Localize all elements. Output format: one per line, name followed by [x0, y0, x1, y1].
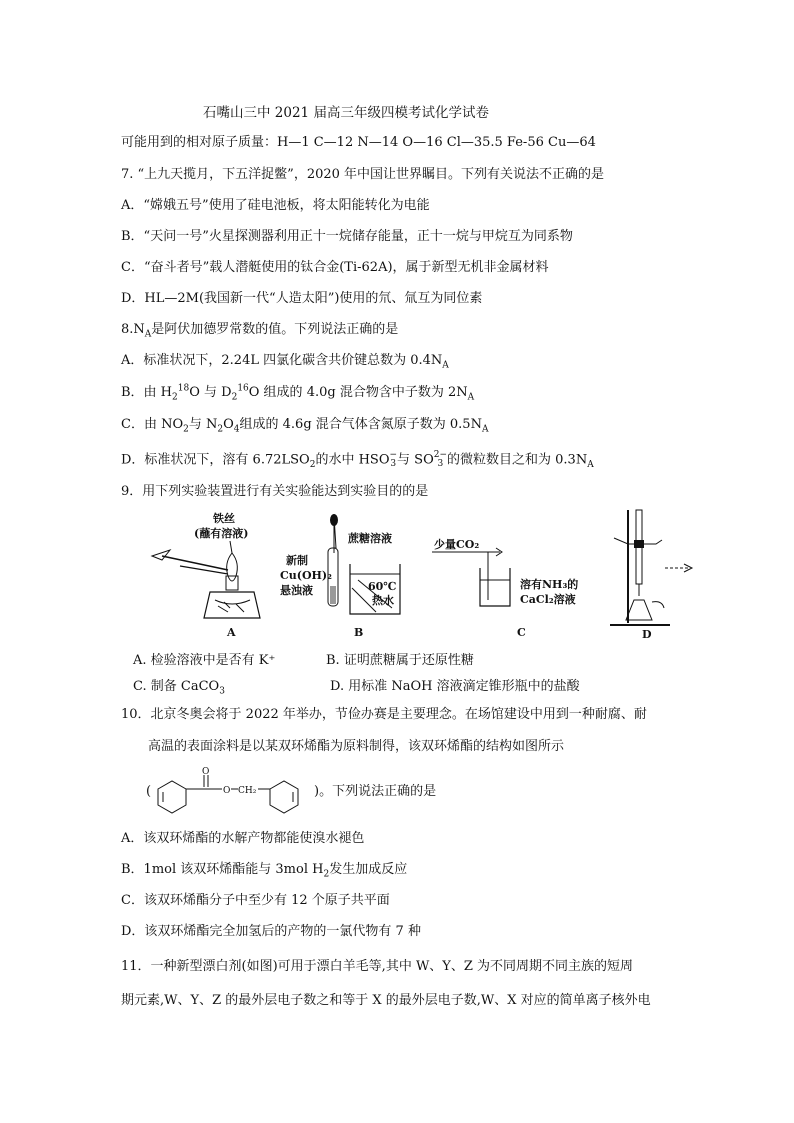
q8-c-text-2: 与 N: [188, 417, 218, 432]
fig-d-clamp-body: [634, 540, 644, 548]
fig-b-dropper-bulb: [330, 514, 338, 526]
q8-option-b: [121, 384, 474, 402]
q8-d-sub-1: 2: [309, 460, 316, 471]
q10-option-c: C．该双环烯酯分子中至少有 12 个原子共平面: [121, 893, 390, 908]
q9-option-c: [133, 678, 225, 696]
apparatus-c: [432, 537, 578, 639]
q8-option-a: [121, 352, 449, 370]
q7-option-c: C．“奋斗者号”载人潜艇使用的钛合金(Ti-62A)，属于新型无机非金属材料: [121, 260, 549, 275]
q8-d-sub-2: 3: [390, 459, 397, 469]
q8-b-sup-2: 16: [237, 383, 249, 394]
fig-c-label-nh3: 溶有NH₃的: [520, 578, 579, 591]
q10-option-a: A．该双环烯酯的水解产物都能使溴水褪色: [121, 831, 365, 846]
q7-option-d: D．HL—2M(我国新一代“人造太阳”)使用的氘、氚互为同位素: [121, 291, 483, 306]
q10-option-b: [121, 861, 407, 879]
q11-line2: 期元素,W、Y、Z 的最外层电子数之和等于 X 的最外层电子数,W、X 对应的简单离子核外电: [121, 993, 651, 1008]
atomic-masses: 可能用到的相对原子质量：H—1 C—12 N—14 O—16 Cl—35.5 Fe-56 Cu—64: [121, 135, 596, 150]
q11-line1: 11．一种新型漂白剂(如图)可用于漂白羊毛等,其中 W、Y、Z 为不同周期不同主族的短周: [121, 959, 634, 974]
q8-stem-text: 是阿伏加德罗常数的值。下列说法正确的是: [151, 322, 399, 337]
fig-a-lamp-body: [204, 592, 260, 618]
q8-option-d: [121, 451, 594, 470]
fig-a-label-dipped: (蘸有溶液): [194, 527, 249, 540]
apparatus-a: [152, 511, 260, 639]
q10-b-text-2: 发生加成反应: [329, 862, 408, 877]
fig-d-flask: [626, 600, 652, 620]
q8-na-subscript: A: [144, 329, 152, 340]
q8-b-text-1: B．由 H: [121, 385, 173, 400]
q8-c-sub-1: 2: [183, 424, 189, 435]
q8-d-text-4: 的微粒数目之和为 0.3N: [447, 452, 588, 468]
fig-c-label-cacl2: CaCl₂溶液: [520, 593, 576, 606]
fig-b-label-sucrose: 蔗糖溶液: [348, 532, 392, 545]
struct-ester-o: O: [223, 786, 231, 796]
q8-d-sup-2: 2−: [433, 450, 448, 460]
fig-c-label-co2: 少量CO₂: [434, 538, 480, 551]
struct-ch2: CH₂: [238, 786, 257, 796]
q9-option-d: D. 用标准 NaOH 溶液滴定锥形瓶中的盐酸: [330, 679, 580, 694]
q7-option-b: B．“天问一号”火星探测器利用正十一烷储存能量，正十一烷与甲烷互为同系物: [121, 229, 573, 244]
fig-a-letter: A: [227, 626, 236, 639]
fig-b-tube-liquid: [330, 586, 336, 604]
q10-b-text-1: B．1mol 该双环烯酯能与 3mol H: [121, 862, 324, 877]
q9-option-a: A. 检验溶液中是否有 K⁺: [133, 653, 276, 668]
q8-c-sub-3: 4: [233, 424, 240, 435]
fig-b-label-hot-water: 热水: [372, 594, 394, 607]
fig-a-rod-2: [180, 566, 228, 574]
q8-c-text-1: C．由 NO: [121, 417, 184, 432]
apparatus-b: [280, 514, 400, 639]
q8-d-hso3-script: [389, 451, 397, 469]
fig-d-letter: D: [642, 628, 652, 641]
fig-a-cobalt-glass: [152, 550, 170, 560]
struct-ring-right: [270, 781, 298, 813]
fig-a-burner-neck: [226, 576, 238, 590]
q8-c-sub-2: 2: [217, 424, 224, 435]
struct-carbonyl-o: O: [202, 767, 210, 777]
q8-b-sub-3: A: [467, 392, 475, 403]
q10-stem-line1: 10．北京冬奥会将于 2022 年举办，节俭办赛是主要理念。在场馆建设中用到一种耐腐、耐: [121, 707, 647, 722]
fig-b-letter: B: [354, 626, 364, 639]
q9-option-b: B. 证明蔗糖属于还原性糖: [326, 653, 474, 668]
q8-d-text-2: 的水中 HSO: [315, 452, 390, 468]
q8-b-sub-1: 2: [172, 392, 178, 403]
q7-stem: 7. “上九天揽月，下五洋捉鳖”，2020 年中国让世界瞩目。下列有关说法不正确的是: [121, 167, 605, 182]
q8-na-symbol: N: [133, 322, 145, 337]
fig-a-lamp-liquid: [215, 600, 250, 604]
q8-d-text-3: 与 SO: [397, 452, 434, 468]
q8-c-text-4: 组成的 4.6g 混合气体含氮原子数为 0.5N: [239, 417, 482, 432]
fig-b-label-suspension: 悬浊液: [280, 584, 313, 597]
q10-option-d: D．该双环烯酯完全加氢后的产物的一氯代物有 7 种: [121, 924, 421, 939]
fig-b-label-temp: 60℃: [368, 580, 397, 593]
fig-c-beaker: [480, 568, 510, 606]
q9-apparatus-figure: [140, 508, 700, 643]
q8-d-sup-1: −: [389, 450, 398, 460]
fig-a-flame: [227, 553, 238, 581]
q8-a-text: A．标准状况下，2.24L 四氯化碳含共价键总数为 0.4N: [121, 353, 443, 368]
q8-c-sub-4: A: [481, 424, 489, 435]
exam-title: 石嘴山三中 2021 届高三年级四模考试化学试卷: [203, 105, 489, 121]
q8-a-sub: A: [442, 360, 449, 371]
q8-d-sub-4: A: [587, 460, 594, 471]
q8-b-text-3: O 组成的 4.0g 混合物含中子数为 2N: [248, 385, 468, 400]
struct-ring-left: [158, 781, 186, 813]
q8-b-text-2: O 与 D: [189, 385, 232, 400]
q9-stem: 9．用下列实验装置进行有关实验能达到实验目的的是: [121, 484, 429, 499]
fig-c-letter: C: [517, 626, 526, 639]
q8-option-c: [121, 416, 488, 434]
q8-number: 8.: [121, 322, 134, 337]
fig-d-hand: [652, 602, 664, 608]
q8-c-text-3: O: [223, 417, 234, 432]
fig-b-label-cuoh2: Cu(OH)₂: [280, 569, 332, 582]
fig-b-label-fresh: 新制: [286, 554, 308, 567]
q10-structure-figure: [152, 765, 312, 819]
q9-c-text: C. 制备 CaCO: [133, 679, 220, 694]
q10-paren-open: (: [146, 784, 152, 799]
q8-d-sub-3: 3: [437, 459, 444, 469]
q10-paren-close: )。下列说法正确的是: [314, 784, 437, 799]
q9-c-sub: 3: [219, 686, 225, 697]
q10-stem-line2: 高温的表面涂料是以某双环烯酯为原料制得，该双环烯酯的结构如图所示: [148, 739, 565, 754]
q10-b-sub: 2: [323, 869, 330, 880]
q8-stem: [121, 321, 398, 339]
q8-d-so3-script: [434, 451, 447, 469]
fig-a-wire: [230, 541, 232, 553]
q7-option-a: A．“嫦娥五号”使用了硅电池板，将太阳能转化为电能: [121, 198, 430, 213]
q8-d-text-1: D．标准状况下，溶有 6.72LSO: [121, 452, 310, 468]
q8-b-sup-1: 18: [177, 383, 190, 394]
fig-a-label-iron-wire: 铁丝: [213, 512, 235, 525]
apparatus-d: [610, 510, 692, 641]
q8-b-sub-2: 2: [231, 392, 238, 403]
